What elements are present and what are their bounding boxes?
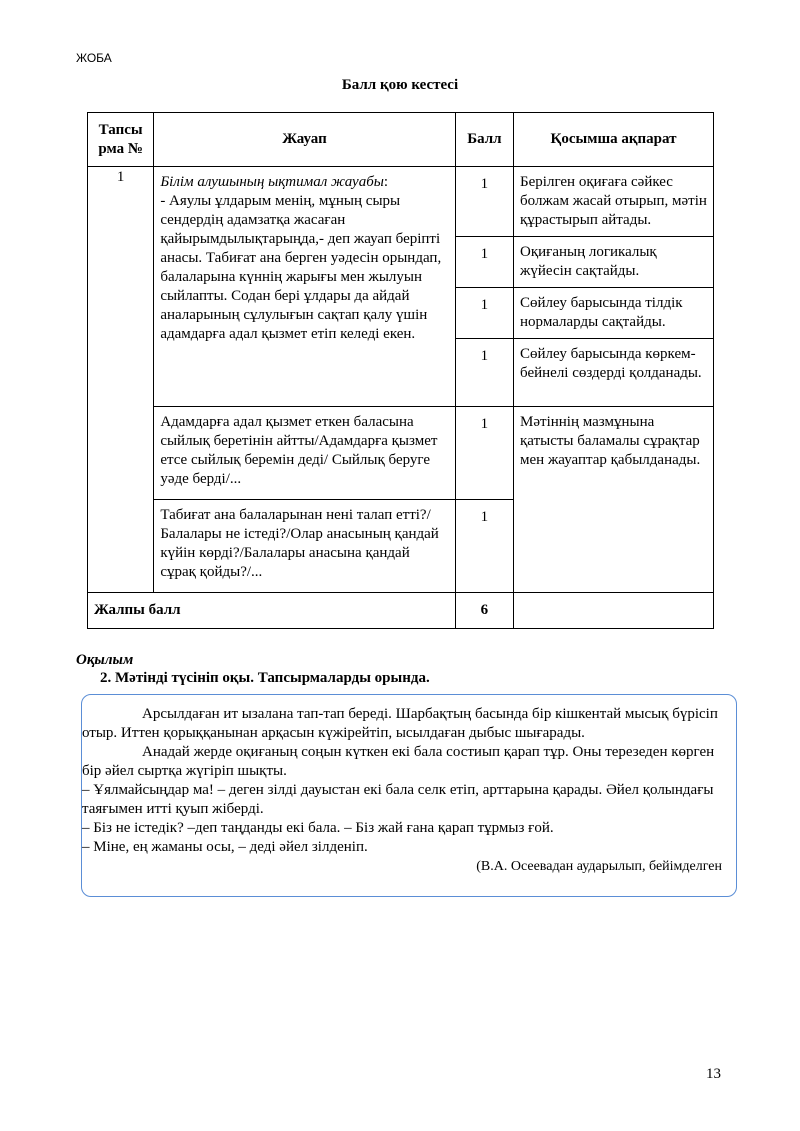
header-extra-info: Қосымша ақпарат xyxy=(514,113,714,167)
table-header-row xyxy=(88,113,714,167)
info-cell: Оқиғаның логикалық жүйесін сақтайды. xyxy=(514,237,714,288)
table-title: Балл қою кестесі xyxy=(341,77,459,93)
table-row xyxy=(88,407,714,500)
header-task-number: Тапсы рма № xyxy=(88,113,154,167)
passage-paragraph: Арсылдаған ит ызалана тап-тап береді. Шарбақтың басында бір кішкентай мысық бүрісіп отыр. Иттен қорыққанынан арқасын күжірейтіп, ысылдаған дыбыс шығарады. xyxy=(82,706,718,741)
header-score: Балл xyxy=(455,113,513,167)
score-cell: 1 xyxy=(455,237,513,288)
passage-source: (В.А. Осеевадан аударылып, бейімделген xyxy=(476,859,722,874)
score-cell: 1 xyxy=(455,407,513,500)
header-answer: Жауап xyxy=(154,113,455,167)
passage-paragraph: – Ұялмайсыңдар ма! – деген зілді дауыстан екі бала селк етіп, арттарына қарады. Әйел қолындағы таяғымен итті қуып жіберді. xyxy=(82,782,714,817)
draft-label: ЖОБА xyxy=(76,51,112,65)
task-heading: 2. Мәтінді түсініп оқы. Тапсырмаларды орында. xyxy=(100,670,430,686)
task-number-cell: 1 xyxy=(88,167,154,593)
info-cell: Берілген оқиғаға сәйкес болжам жасай отырып, мәтін құрастырып айтады. xyxy=(514,167,714,237)
score-cell: 1 xyxy=(455,500,513,593)
passage-paragraph: Анадай жерде оқиғаның соңын күткен екі бала состиып қарап тұр. Оны терезеден көрген бір әйел сыртқа жүгіріп шықты. xyxy=(82,744,715,779)
answer-intro: Білім алушының ықтимал жауабы xyxy=(160,174,384,190)
answer-intro-colon: : xyxy=(383,174,389,190)
passage-paragraph: – Міне, ең жаманы осы, – деді әйел зілденіп. xyxy=(82,839,368,855)
answer-cell-2: Адамдарға адал қызмет еткен баласына сыйлық беретінін айтты/Адамдарға қызмет етсе сыйлық беремін деді/ Сыйлық беруге уәде берді/... xyxy=(154,407,455,500)
answer-cell-1 xyxy=(154,167,455,407)
section-label: Оқылым xyxy=(76,652,134,668)
total-label: Жалпы балл xyxy=(88,593,456,629)
table-row xyxy=(88,167,714,237)
page-number: 13 xyxy=(706,1066,721,1082)
info-cell: Сөйлеу барысында тілдік нормаларды сақтайды. xyxy=(514,288,714,339)
scoring-table xyxy=(87,112,714,629)
answer-text-1: - Аяулы ұлдарым менің, мұның сыры сендердің адамзатқа жасаған қайырымдылықтарыңда,- деп жауап беріпті анасы. Табиғат ана берген уәдесін орындап, балаларына күннің жарығы мен жылуын сыйлапты. Содан бері ұлдары да айдай аналарының сұлулығын сақтап қалу үшін адамдарға адал қызмет етіп келеді екен. xyxy=(160,193,442,342)
table-total-row xyxy=(88,593,714,629)
info-cell: Мәтіннің мазмұнына қатысты баламалы сұрақтар мен жауаптар қабылданады. xyxy=(514,407,714,593)
passage-paragraph: – Біз не істедік? –деп таңданды екі бала. – Біз жай ғана қарап тұрмыз ғой. xyxy=(82,820,554,836)
score-cell: 1 xyxy=(455,167,513,237)
total-info-cell xyxy=(514,593,714,629)
answer-cell-3: Табиғат ана балаларынан нені талап етті?/Балалары не істеді?/Олар анасының қандай күйін көрді?/Балалары анасына қандай сұрақ қойды?/... xyxy=(154,500,455,593)
score-cell: 1 xyxy=(455,339,513,407)
reading-passage-box xyxy=(81,694,737,897)
score-cell: 1 xyxy=(455,288,513,339)
info-cell: Сөйлеу барысында көркем-бейнелі сөздерді қолданады. xyxy=(514,339,714,407)
total-value: 6 xyxy=(455,593,513,629)
